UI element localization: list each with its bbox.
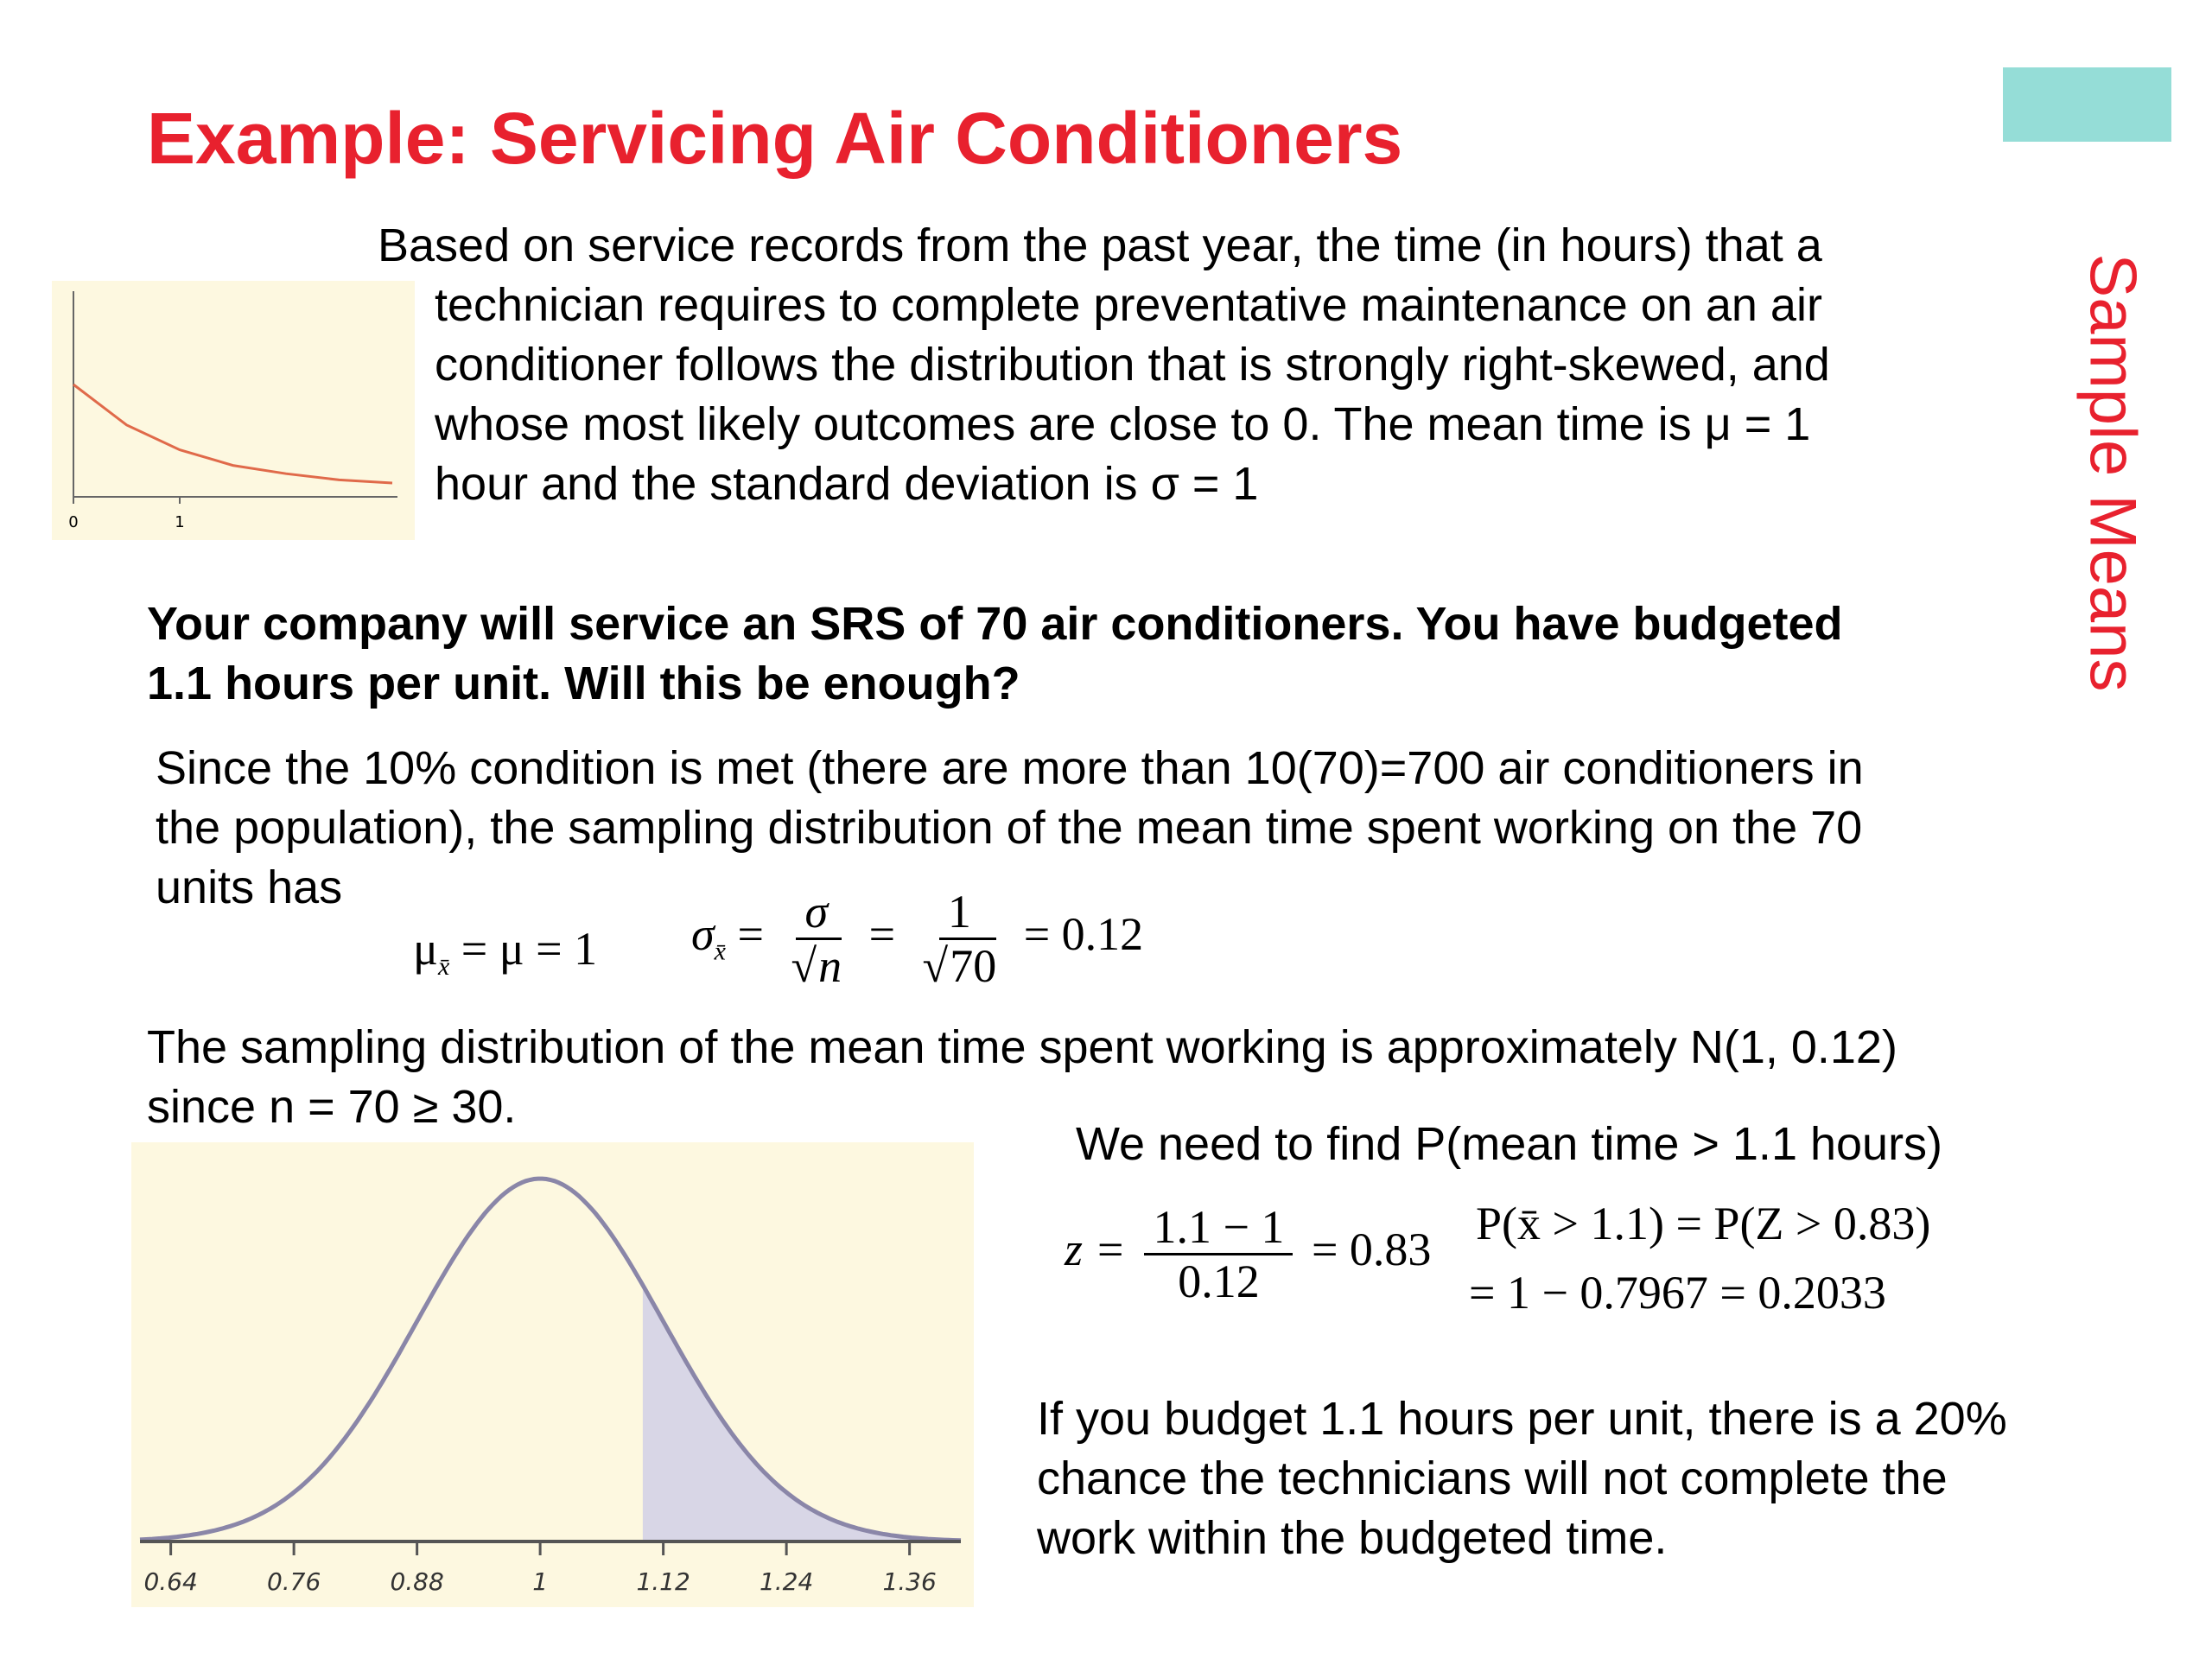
conclusion-line-2: chance the technicians will not complete the — [1037, 1452, 1948, 1504]
corner-accent-tab — [2003, 67, 2171, 142]
conclusion-line-1: If you budget 1.1 hours per unit, there is a 20% — [1037, 1393, 2007, 1445]
probability-line-2: = 1 − 0.7967 = 0.2033 — [1469, 1267, 1886, 1319]
condition-line-3: units has — [156, 861, 343, 913]
sidebar-section-label — [2069, 248, 2156, 697]
skewed-tick-1: 1 — [175, 513, 185, 531]
z-fraction-denominator: 0.12 — [1178, 1255, 1260, 1307]
probability-line-1: P(x̄ > 1.1) = P(Z > 0.83) — [1476, 1198, 1931, 1249]
normal-tick-label-6: 1.36 — [882, 1567, 937, 1596]
sd-fraction2-numerator: 1 — [939, 886, 980, 940]
find-statement: We need to find P(mean time > 1.1 hours) — [1076, 1118, 1943, 1170]
normal-tick-label-4: 1.12 — [636, 1567, 690, 1596]
intro-line-1: Based on service records from the past year, the time (in hours) that a — [378, 219, 1822, 271]
sampling-line-1: The sampling distribution of the mean time spent working is approximately N(1, 0.12) — [147, 1021, 1897, 1073]
condition-line-2: the population), the sampling distribution of the mean time spent working on the 70 — [156, 802, 1863, 854]
mean-formula — [413, 922, 597, 982]
sd-formula-result: = 0.12 — [1023, 907, 1144, 960]
sd-formula: $\sigma_{x̄}$ = $\frac{\sigma}{√n}$ = $\frac{1}{√70}$ = 0.12 — [691, 886, 1144, 992]
normal-tick-label-0: 0.64 — [143, 1567, 198, 1596]
mean-formula-subscript: x̄ — [437, 951, 450, 981]
normal-tick-label-3: 1 — [532, 1567, 549, 1596]
sd-fraction-numerator: σ — [796, 886, 836, 940]
mean-formula-rhs: = μ = 1 — [461, 923, 598, 975]
normal-tick-label-5: 1.24 — [759, 1567, 814, 1596]
conclusion-line-3: work within the budgeted time. — [1037, 1512, 1668, 1564]
sd-fraction2-denominator: 70 — [948, 938, 996, 992]
sampling-line-2: since n = 70 ≥ 30. — [147, 1081, 517, 1133]
intro-line-3: conditioner follows the distribution that is strongly right-skewed, and — [435, 339, 1830, 391]
sd-fraction-one-over-root-70: $\frac{1}{√70}$ — [922, 886, 997, 992]
intro-line-2: technician requires to complete preventative maintenance on an air — [435, 279, 1822, 331]
z-formula-lhs: z = — [1065, 1223, 1126, 1275]
sd-formula-subscript: x̄ — [714, 937, 726, 966]
skewed-distribution-chart — [52, 281, 415, 540]
slide-title: Example: Servicing Air Conditioners — [147, 98, 1403, 179]
z-score-formula — [1065, 1201, 1431, 1307]
z-fraction-numerator: 1.1 − 1 — [1144, 1201, 1293, 1255]
z-formula-result: = 0.83 — [1311, 1223, 1432, 1275]
sidebar-label-text: Sample Means — [2075, 253, 2150, 692]
sd-fraction-denominator: n — [817, 938, 842, 992]
normal-tick-label-2: 0.88 — [390, 1567, 444, 1596]
sd-fraction-sigma-over-root-n: $\frac{\sigma}{√n}$ — [791, 886, 842, 992]
condition-line-1: Since the 10% condition is met (there are more than 10(70)=700 air conditioners in — [156, 742, 1864, 794]
skewed-tick-0: 0 — [68, 513, 79, 531]
intro-line-4: whose most likely outcomes are close to 0. The mean time is μ = 1 — [435, 398, 1811, 450]
z-fraction — [1144, 1201, 1293, 1307]
normal-tick-label-1: 0.76 — [266, 1567, 321, 1596]
normal-distribution-chart — [131, 1142, 974, 1607]
mean-formula-mu: μ — [413, 923, 438, 975]
question-line-2: 1.1 hours per unit. Will this be enough? — [147, 658, 1020, 709]
intro-line-5: hour and the standard deviation is σ = 1 — [435, 458, 1259, 510]
sd-formula-sigma: σ — [691, 907, 715, 960]
question-line-1: Your company will service an SRS of 70 air conditioners. You have budgeted — [147, 598, 1843, 650]
